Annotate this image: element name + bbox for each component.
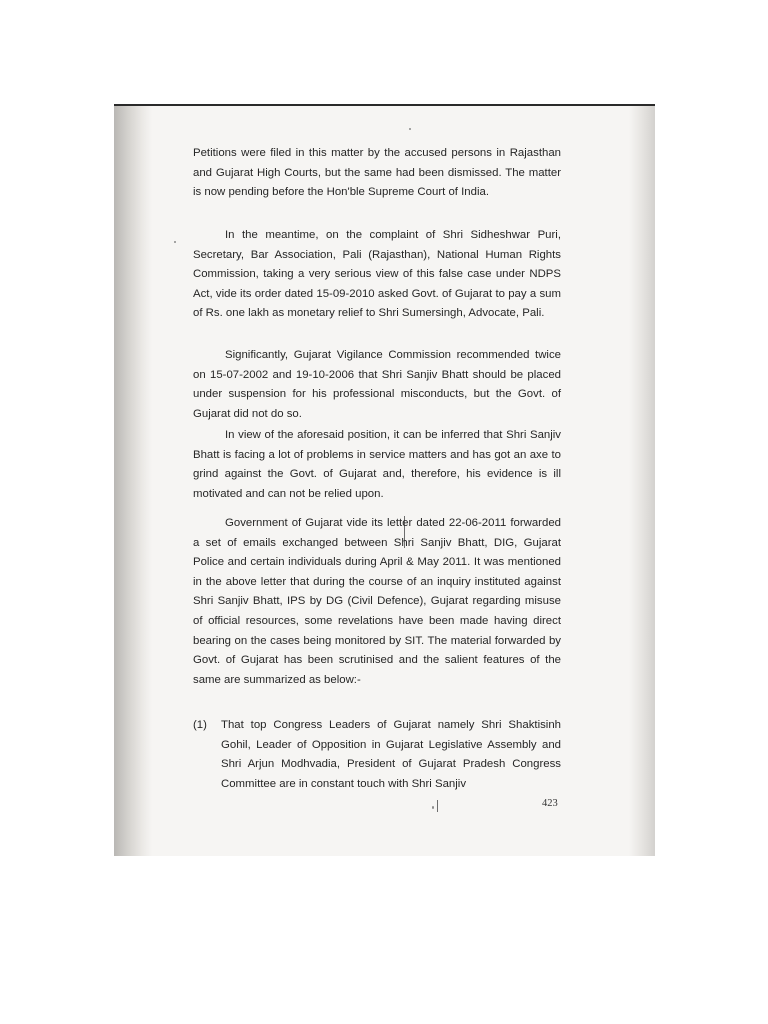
- scan-speck: [174, 241, 176, 243]
- list-item-marker: (1): [193, 719, 207, 731]
- list-item-text: That top Congress Leaders of Gujarat namely Shri Shaktisinh Gohil, Leader of Opposition in Gujarat Legislative Assembly and Shri Arjun Modhvadia, President of Gujarat Pradesh Congress Committee are in constant touch with Shri Sanjiv: [221, 719, 561, 790]
- paragraph-petitions: Petitions were filed in this matter by the accused persons in Rajasthan and Gujarat High Courts, but the same had been dismissed. The matter is now pending before the Hon'ble Supreme Court of India.: [193, 147, 561, 199]
- scan-speck: [409, 128, 411, 130]
- scan-stroke: [437, 800, 438, 812]
- scan-speck: [432, 806, 434, 809]
- paragraph-vigilance-commission: Significantly, Gujarat Vigilance Commission recommended twice on 15-07-2002 and 19-10-2006 that Shri Sanjiv Bhatt should be placed under suspension for his professional misconducts, but the Govt. of Gujarat did not do so.: [193, 349, 561, 420]
- page-number: 423: [542, 798, 558, 809]
- scanned-page: [114, 104, 655, 856]
- list-item: [193, 716, 561, 794]
- scan-shadow-left: [114, 106, 152, 856]
- paragraph-inference: In view of the aforesaid position, it can be inferred that Shri Sanjiv Bhatt is facing a lot of problems in service matters and has got an axe to grind against the Govt. of Gujarat and, therefore, his evidence is ill motivated and can not be relied upon.: [193, 429, 561, 500]
- scan-shadow-right: [629, 106, 655, 856]
- paragraph-nhrc-order: In the meantime, on the complaint of Shri Sidheshwar Puri, Secretary, Bar Association, Pali (Rajasthan), National Human Rights Commission, taking a very serious view of this false case under NDPS Act, vide its order dated 15-09-2010 asked Govt. of Gujarat to pay a sum of Rs. one lakh as monetary relief to Shri Sumersingh, Advocate, Pali.: [193, 229, 561, 320]
- paragraph-government-letter: Government of Gujarat vide its letter dated 22-06-2011 forwarded a set of emails exchanged between Shri Sanjiv Bhatt, DIG, Gujarat Police and certain individuals during April & May 2011. It was mentioned in the above letter that during the course of an inquiry instituted against Shri Sanjiv Bhatt, IPS by DG (Civil Defence), Gujarat regarding misuse of official resources, some revelations have been made having direct bearing on the cases being monitored by SIT. The material forwarded by Govt. of Gujarat has been scrutinised and the salient features of the same are summarized as below:-: [193, 517, 561, 686]
